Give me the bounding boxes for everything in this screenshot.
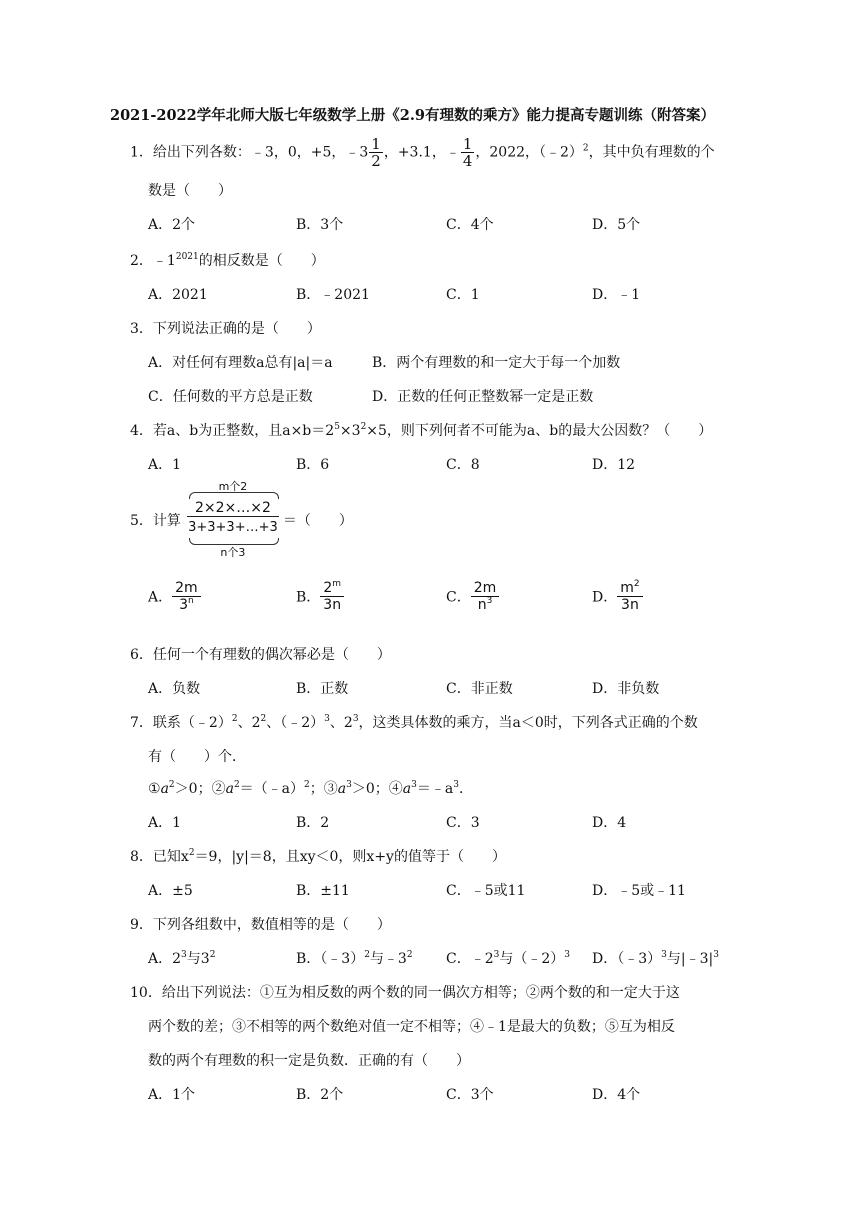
q8-option-c[interactable]: C．﹣5或11 bbox=[446, 883, 526, 899]
question-5: 5．计算 m个2 2×2×…×2 3+3+3+…+3 n个3 ＝（ ） bbox=[130, 478, 353, 562]
q7-option-c[interactable]: C．3 bbox=[446, 815, 480, 831]
q10-option-d[interactable]: D．4个 bbox=[592, 1087, 641, 1103]
q5-option-c[interactable]: C． $\frac{2m}{n^3}$ bbox=[446, 580, 499, 613]
question-7-line2: 有（ ）个． bbox=[148, 749, 246, 765]
q1-option-d[interactable]: D．5个 bbox=[592, 217, 641, 233]
q1-option-c[interactable]: C．4个 bbox=[446, 217, 494, 233]
q9-option-b[interactable]: B．（﹣3）$^2$与$﹣3^2$ bbox=[296, 950, 413, 967]
q6-option-a[interactable]: A．负数 bbox=[148, 681, 201, 697]
q4-option-c[interactable]: C．8 bbox=[446, 457, 480, 473]
q10-option-c[interactable]: C．3个 bbox=[446, 1087, 494, 1103]
q9-option-a[interactable]: A．$2^3$与$3^2$ bbox=[148, 950, 216, 967]
q4-option-d[interactable]: D．12 bbox=[592, 457, 636, 473]
q8-option-b[interactable]: B．±11 bbox=[296, 883, 350, 899]
question-4: 4．若a、b为正整数，且$a\times b=2^5\times 3^2\times 5$，则下列何者不可能为a、b的最大公因数？（ ） bbox=[130, 422, 713, 439]
question-10-line3: 数的两个有理数的积一定是负数．正确的有（ ） bbox=[148, 1053, 470, 1069]
q6-option-d[interactable]: D．非负数 bbox=[592, 681, 660, 697]
q10-option-a[interactable]: A．1个 bbox=[148, 1087, 196, 1103]
question-number: 1． bbox=[130, 144, 153, 161]
q3-option-d[interactable]: D．正数的任何正整数幂一定是正数 bbox=[372, 389, 594, 405]
q3-option-c[interactable]: C．任何数的平方总是正数 bbox=[148, 389, 313, 405]
question-1-line2: 数是（ ） bbox=[148, 183, 232, 199]
page-title: 2021-2022学年北师大版七年级数学上册《2.9有理数的乘方》能力提高专题训练（附答案） bbox=[110, 107, 715, 124]
q2-option-a[interactable]: A．2021 bbox=[148, 287, 208, 303]
q1-option-b[interactable]: B．3个 bbox=[296, 217, 344, 233]
question-1: 1．给出下列各数：﹣3，0，+5，﹣3 $\frac{1}{2}$ ，+3.1，﹣ $\frac{1}{4}$ ，2022，（﹣2）$^2$，其中负有理数的个 bbox=[130, 135, 715, 170]
question-10: 10．给出下列说法：①互为相反数的两个数的同一偶次方相等；②两个数的和一定大于这 bbox=[130, 985, 680, 1001]
q5-option-a[interactable]: A． $\frac{2m}{3^n}$ bbox=[148, 580, 201, 613]
fraction-one-half: $\frac{1}{2}$ bbox=[371, 135, 381, 170]
question-7: 7．联系（﹣2）$^2$、$2^2$、（﹣2）$^3$、$2^3$，这类具体数的乘方，当a＜0时，下列各式正确的个数 bbox=[130, 714, 698, 731]
q7-option-d[interactable]: D．4 bbox=[592, 815, 627, 831]
q5-option-b[interactable]: B． $\frac{2^m}{3n}$ bbox=[296, 580, 344, 613]
q10-option-b[interactable]: B．2个 bbox=[296, 1087, 344, 1103]
q8-option-d[interactable]: D．﹣5或﹣11 bbox=[592, 883, 686, 899]
q6-option-b[interactable]: B．正数 bbox=[296, 681, 349, 697]
question-3: 3．下列说法正确的是（ ） bbox=[130, 321, 321, 337]
q9-option-c[interactable]: C．$﹣2^3$与（﹣2）$^3$ bbox=[446, 950, 571, 967]
q7-option-a[interactable]: A．1 bbox=[148, 815, 182, 831]
question-6: 6．任何一个有理数的偶次幂必是（ ） bbox=[130, 647, 391, 663]
product-quotient-expression: m个2 2×2×…×2 3+3+3+…+3 n个3 bbox=[188, 480, 278, 559]
q1-option-a[interactable]: A．2个 bbox=[148, 217, 196, 233]
question-2: 2．$﹣1^{2021}$的相反数是（ ） bbox=[130, 252, 325, 269]
q4-option-a[interactable]: A．1 bbox=[148, 457, 182, 473]
question-9: 9．下列各组数中，数值相等的是（ ） bbox=[130, 917, 391, 933]
q4-option-b[interactable]: B．6 bbox=[296, 457, 330, 473]
q6-option-c[interactable]: C．非正数 bbox=[446, 681, 513, 697]
q8-option-a[interactable]: A．±5 bbox=[148, 883, 193, 899]
q9-option-d[interactable]: D．（﹣3）$^3$与$|﹣3|^3$ bbox=[592, 950, 719, 967]
fraction-one-quarter: $\frac{1}{4}$ bbox=[462, 135, 473, 170]
q5-option-d[interactable]: D． $\frac{m^2}{3n}$ bbox=[592, 580, 643, 613]
q2-option-c[interactable]: C．1 bbox=[446, 287, 480, 303]
question-7-items: $①a^2>0$；$②a^2=(﹣a)^2$；$③a^3>0$；$④a^3=﹣a^3$． bbox=[148, 780, 473, 797]
q3-option-b[interactable]: B．两个有理数的和一定大于每一个加数 bbox=[372, 355, 621, 371]
q2-option-b[interactable]: B．﹣2021 bbox=[296, 287, 370, 303]
question-8: 8．已知$x^2=9$，|y|＝8，且xy＜0，则x+y的值等于（ ） bbox=[130, 848, 506, 865]
question-10-line2: 两个数的差；③不相等的两个数绝对值一定不相等；④﹣1是最大的负数；⑤互为相反 bbox=[148, 1019, 675, 1035]
q3-option-a[interactable]: A．对任何有理数a总有|a|＝a bbox=[148, 355, 333, 371]
q2-option-d[interactable]: D．﹣1 bbox=[592, 287, 641, 303]
q7-option-b[interactable]: B．2 bbox=[296, 815, 330, 831]
